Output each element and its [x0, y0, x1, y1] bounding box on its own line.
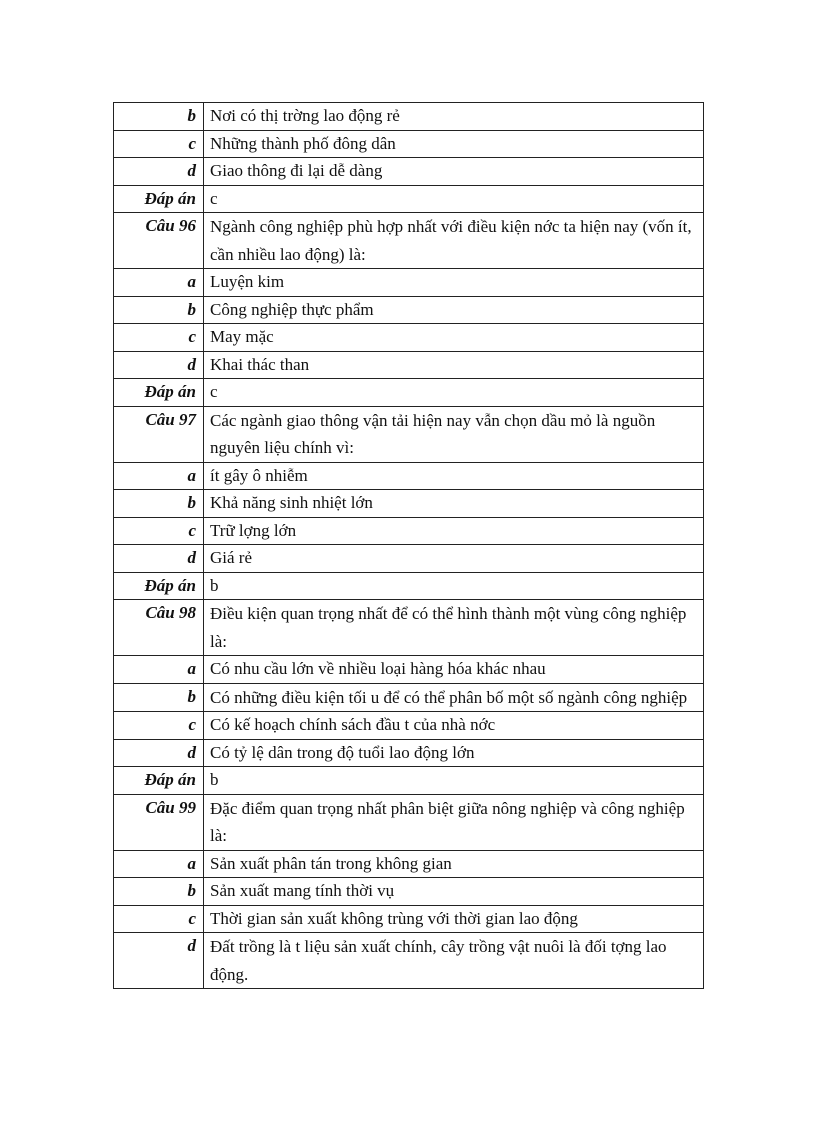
- table-row: [114, 490, 704, 518]
- option-label: b: [114, 296, 204, 324]
- option-label: c: [114, 324, 204, 352]
- option-text: Luyện kim: [204, 269, 704, 297]
- option-label: d: [114, 351, 204, 379]
- option-label: c: [114, 517, 204, 545]
- option-text: Giá rẻ: [204, 545, 704, 573]
- table-row: [114, 324, 704, 352]
- question-text: Ngành công nghiệp phù hợp nhất với điều kiện nớc ta hiện nay (vốn ít, cần nhiều lao động) là:: [204, 213, 704, 269]
- answer-label: Đáp án: [114, 572, 204, 600]
- option-text: May mặc: [204, 324, 704, 352]
- row-text: Những thành phố đông dân: [204, 130, 704, 158]
- option-text: Khả năng sinh nhiệt lớn: [204, 490, 704, 518]
- option-label: b: [114, 878, 204, 906]
- table-row: [114, 656, 704, 684]
- table-row: [114, 794, 704, 850]
- table-row: [114, 600, 704, 656]
- table-row: [114, 933, 704, 989]
- table-row: [114, 572, 704, 600]
- table-row: [114, 767, 704, 795]
- option-text: Sản xuất phân tán trong không gian: [204, 850, 704, 878]
- option-text: Có những điều kiện tối u để có thể phân bố một số ngành công nghiệp: [204, 683, 704, 712]
- option-text: Có tỷ lệ dân trong độ tuổi lao động lớn: [204, 739, 704, 767]
- question-number: Câu 96: [114, 213, 204, 269]
- table-row: [114, 878, 704, 906]
- answer-label: Đáp án: [114, 185, 204, 213]
- option-label: a: [114, 656, 204, 684]
- option-label: d: [114, 933, 204, 989]
- question-text: Điều kiện quan trọng nhất để có thể hình thành một vùng công nghiệp là:: [204, 600, 704, 656]
- table-row: [114, 185, 704, 213]
- option-label: d: [114, 545, 204, 573]
- option-label: b: [114, 490, 204, 518]
- question-number: Câu 99: [114, 794, 204, 850]
- table-row: [114, 379, 704, 407]
- option-label: a: [114, 850, 204, 878]
- answer-value: b: [204, 572, 704, 600]
- table-row: [114, 130, 704, 158]
- table-row: [114, 406, 704, 462]
- table-row: [114, 103, 704, 131]
- table-row: [114, 296, 704, 324]
- answer-label: Đáp án: [114, 379, 204, 407]
- table-row: [114, 683, 704, 712]
- answer-value: c: [204, 379, 704, 407]
- table-row: [114, 213, 704, 269]
- question-text: Đặc điểm quan trọng nhất phân biệt giữa nông nghiệp và công nghiệp là:: [204, 794, 704, 850]
- table-row: [114, 545, 704, 573]
- table-row: [114, 269, 704, 297]
- question-number: Câu 98: [114, 600, 204, 656]
- row-text: Giao thông đi lại dễ dàng: [204, 158, 704, 186]
- option-label: d: [114, 739, 204, 767]
- table-row: [114, 158, 704, 186]
- row-label: c: [114, 130, 204, 158]
- table-row: [114, 351, 704, 379]
- option-text: ít gây ô nhiễm: [204, 462, 704, 490]
- option-text: Khai thác than: [204, 351, 704, 379]
- table-row: [114, 850, 704, 878]
- option-text: Thời gian sản xuất không trùng với thời gian lao động: [204, 905, 704, 933]
- question-number: Câu 97: [114, 406, 204, 462]
- option-text: Sản xuất mang tính thời vụ: [204, 878, 704, 906]
- option-label: a: [114, 462, 204, 490]
- option-text: Công nghiệp thực phẩm: [204, 296, 704, 324]
- table-row: [114, 905, 704, 933]
- question-text: Các ngành giao thông vận tải hiện nay vẫn chọn dầu mỏ là nguồn nguyên liệu chính vì:: [204, 406, 704, 462]
- answer-value: c: [204, 185, 704, 213]
- option-text: Có nhu cầu lớn về nhiều loại hàng hóa khác nhau: [204, 656, 704, 684]
- option-text: Trữ lợng lớn: [204, 517, 704, 545]
- table-row: [114, 712, 704, 740]
- answer-label: Đáp án: [114, 767, 204, 795]
- table-row: [114, 739, 704, 767]
- option-label: c: [114, 905, 204, 933]
- answer-value: b: [204, 767, 704, 795]
- option-text: Có kế hoạch chính sách đầu t của nhà nớc: [204, 712, 704, 740]
- question-table: [113, 102, 704, 989]
- row-label: d: [114, 158, 204, 186]
- option-label: a: [114, 269, 204, 297]
- row-label: b: [114, 103, 204, 131]
- table-row: [114, 517, 704, 545]
- option-label: c: [114, 712, 204, 740]
- table-row: [114, 462, 704, 490]
- option-label: b: [114, 683, 204, 712]
- option-text: Đất trồng là t liệu sản xuất chính, cây trồng vật nuôi là đối tợng lao động.: [204, 933, 704, 989]
- row-text: Nơi có thị trờng lao động rẻ: [204, 103, 704, 131]
